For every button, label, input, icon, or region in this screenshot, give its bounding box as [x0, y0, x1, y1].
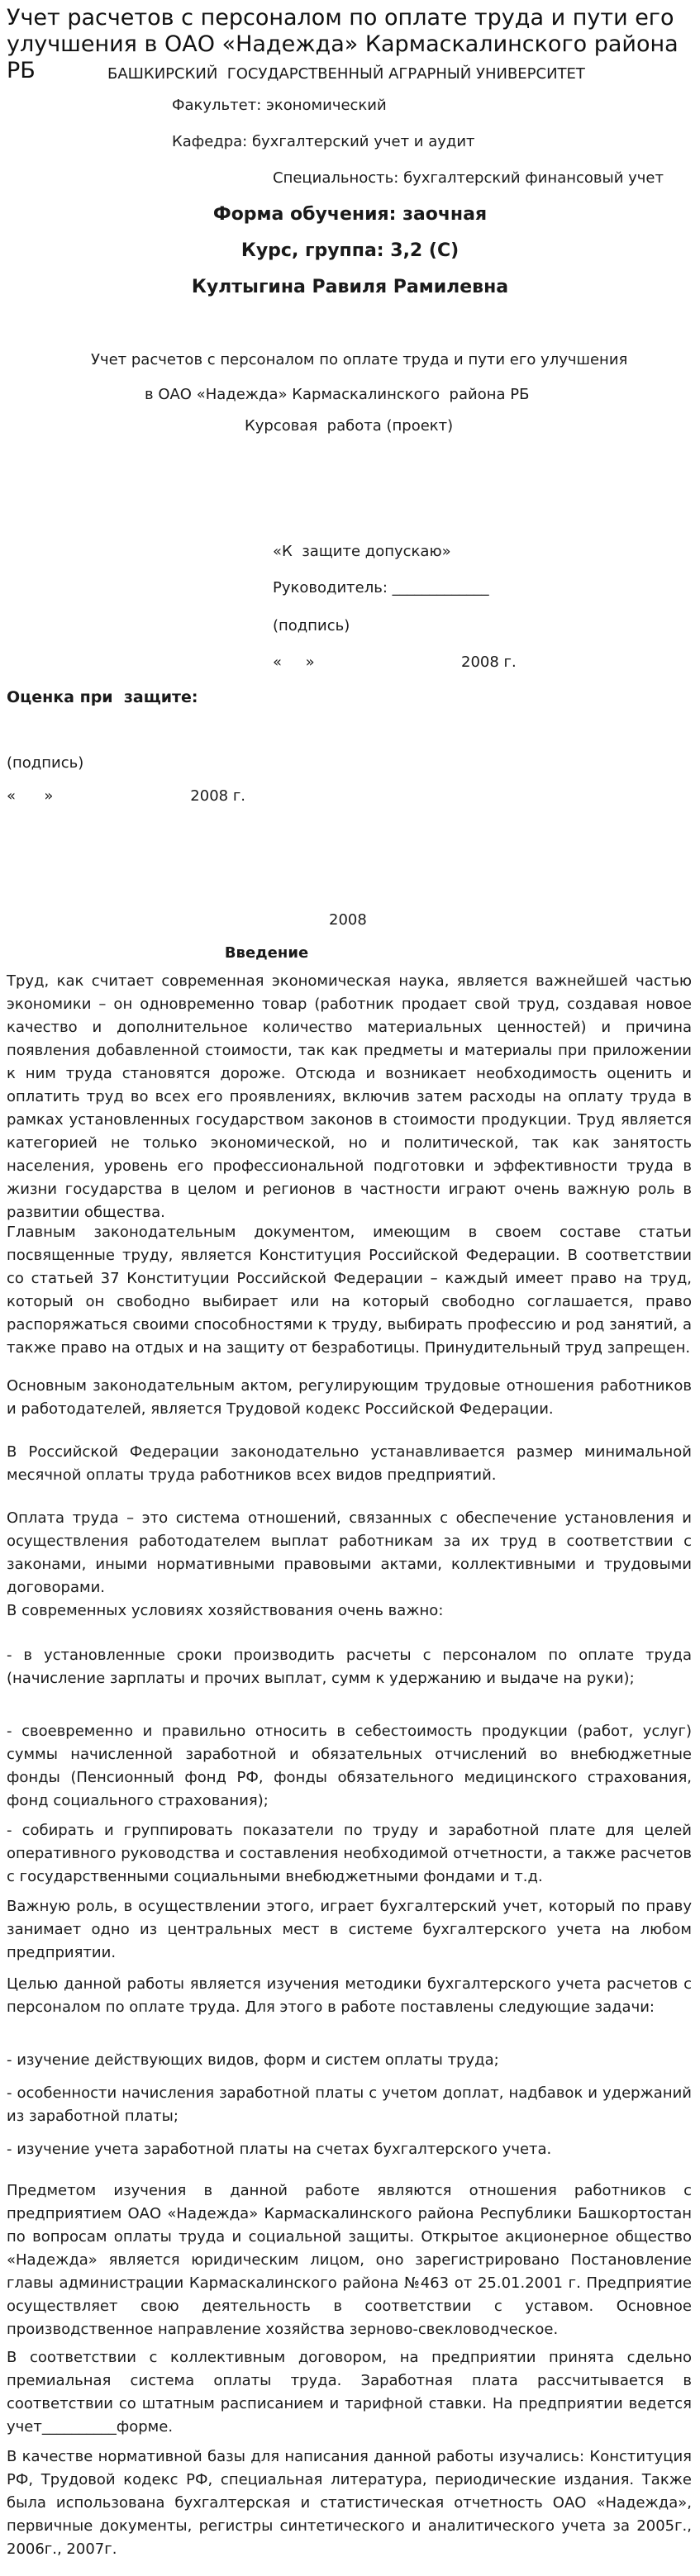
intro-heading: Введение [224, 944, 309, 962]
intro-paragraph: Оплата труда – это система отношений, связанных с обеспечение установления и осуществления работодателем выплат работникам за их труд в соответствии с законами, иными нормативными правовыми актами, коллективными и трудовыми договорами. [7, 1509, 692, 1596]
faculty: Факультет: экономический [172, 97, 387, 114]
intro-list-item: - изучение учета заработной платы на счетах бухгалтерского учета. [7, 2141, 552, 2158]
date-line-1: « » 2008 г. [273, 654, 517, 671]
intro-paragraph: В Российской Федерации законодательно устанавливается размер минимальной месячной оплаты труда работников всех видов предприятий. [7, 1443, 692, 1484]
work-title-line-2: в ОАО «Надежда» Кармаскалинского района РБ [145, 386, 530, 403]
intro-list-item: - своевременно и правильно относить в себестоимость продукции (работ, услуг) суммы начисленной заработной и обязательных отчислений во внебюджетные фонды (Пенсионный фонд РФ, фонды обязательного медицинского страхования, фонд социального страхования); [7, 1723, 692, 1809]
intro-paragraph: Целью данной работы является изучения методики бухгалтерского учета расчетов с персоналом по оплате труда. Для этого в работе поставлены следующие задачи: [7, 1975, 692, 2016]
intro-paragraph: В современных условиях хозяйствования очень важно: [7, 1602, 444, 1619]
study-form: Форма обучения: заочная [212, 204, 488, 225]
course-group: Курс, группа: 3,2 (С) [240, 240, 460, 261]
date-line-2: « » 2008 г. [7, 787, 245, 805]
specialty: Специальность: бухгалтерский финансовый учет [273, 169, 664, 187]
intro-paragraph: Главным законодательным документом, имеющим в своем составе статьи посвященные труду, является Конституция Российской Федерации. В соответствии со статьей 37 Конституции Российской Федерации – каждый имеет право на труд, который он свободно выбирает или на который свободно соглашается, право распоряжаться своими способностями к труду, выбирать профессию и род занятий, а также право на отдых и на защиту от безработицы. Принудительный труд запрещен. [7, 1224, 692, 1357]
admission-note: «К защите допускаю» [273, 543, 451, 560]
supervisor-line: Руководитель: _____________ [273, 579, 489, 596]
document-title: Учет расчетов с персоналом по оплате труда и пути его улучшения в ОАО «Надежда» Кармаскалинского района РБ [7, 5, 679, 83]
intro-paragraph: Основным законодательным актом, регулирующим трудовые отношения работников и работодателей, является Трудовой кодекс Российской Федерации. [7, 1377, 692, 1418]
year: 2008 [329, 911, 367, 929]
signature-label-1: (подпись) [273, 617, 350, 634]
intro-paragraph: В качестве нормативной базы для написания данной работы изучались: Конституция РФ, Трудовой кодекс РФ, специальная литература, периодические издания. Также была использована бухгалтерская и статистическая отчетность ОАО «Надежда», первичные документы, регистры синтетического и аналитического учета за 2005г., 2006г., 2007г. [7, 2448, 692, 2558]
university-name: БАШКИРСКИЙ ГОСУДАРСТВЕННЫЙ АГРАРНЫЙ УНИВЕРСИТЕТ [107, 65, 585, 83]
intro-list-item: - изучение действующих видов, форм и систем оплаты труда; [7, 2051, 499, 2069]
work-type: Курсовая работа (проект) [245, 417, 454, 435]
intro-list-item: - в установленные сроки производить расчеты с персоналом по оплате труда (начисление зарплаты и прочих выплат, сумм к удержанию и выдаче на руки); [7, 1647, 692, 1687]
department: Кафедра: бухгалтерский учет и аудит [172, 133, 475, 150]
intro-paragraph: Предметом изучения в данной работе являются отношения работников с предприятием ОАО «Надежда» Кармаскалинского района Республики Башкортостан по вопросам оплаты труда и социальной защиты. Открытое акционерное общество «Надежда» является юридическим лицом, оно зарегистрировано Постановление главы администрации Кармаскалинского района №463 от 25.01.2001 г. Предприятие осуществляет свою деятельность в соответствии с уставом. Основное производственное направление хозяйства зерново-свекловодческое. [7, 2182, 692, 2338]
intro-paragraph: В соответствии с коллективным договором, на предприятии принята сдельно премиальная система оплаты труда. Заработная плата рассчитывается в соответствии со штатным расписанием и тарифной ставки. На предприятии ведется учет__________форме. [7, 2349, 692, 2436]
grade-label: Оценка при защите: [7, 688, 198, 706]
intro-list-item: - особенности начисления заработной платы с учетом доплат, надбавок и удержаний из заработной платы; [7, 2084, 692, 2125]
work-title-line-1: Учет расчетов с персоналом по оплате труда и пути его улучшения [91, 351, 628, 368]
intro-paragraph: Труд, как считает современная экономическая наука, является важнейшей частью экономики – он одновременно товар (работник продает свой труд, создавая новое качество и дополнительное количество материальных ценностей) и причина появления добавленной стоимости, так как предметы и материалы при приложении к ним труда становятся дороже. Отсюда и возникает необходимость оценить и оплатить труд во всех его проявлениях, включив затем расходы на оплату труда в рамках установленных государством законов в стоимости продукции. Труд является категорией не только экономической, но и политической, так как занятость населения, уровень его профессиональной подготовки и эффективности труда в жизни государства в целом и регионов в частности играют очень важную роль в развитии общества. [7, 972, 692, 1221]
intro-paragraph: Важную роль, в осуществлении этого, играет бухгалтерский учет, который по праву занимает одно из центральных мест в системе бухгалтерского учета на любом предприятии. [7, 1898, 692, 1961]
signature-label-2: (подпись) [7, 754, 84, 772]
author-name: Култыгина Равиля Рамилевна [191, 277, 509, 297]
intro-list-item: - собирать и группировать показатели по труду и заработной плате для целей оперативного руководства и составления необходимой отчетности, а также расчетов с государственными социальными внебюджетными фондами и т.д. [7, 1822, 692, 1885]
